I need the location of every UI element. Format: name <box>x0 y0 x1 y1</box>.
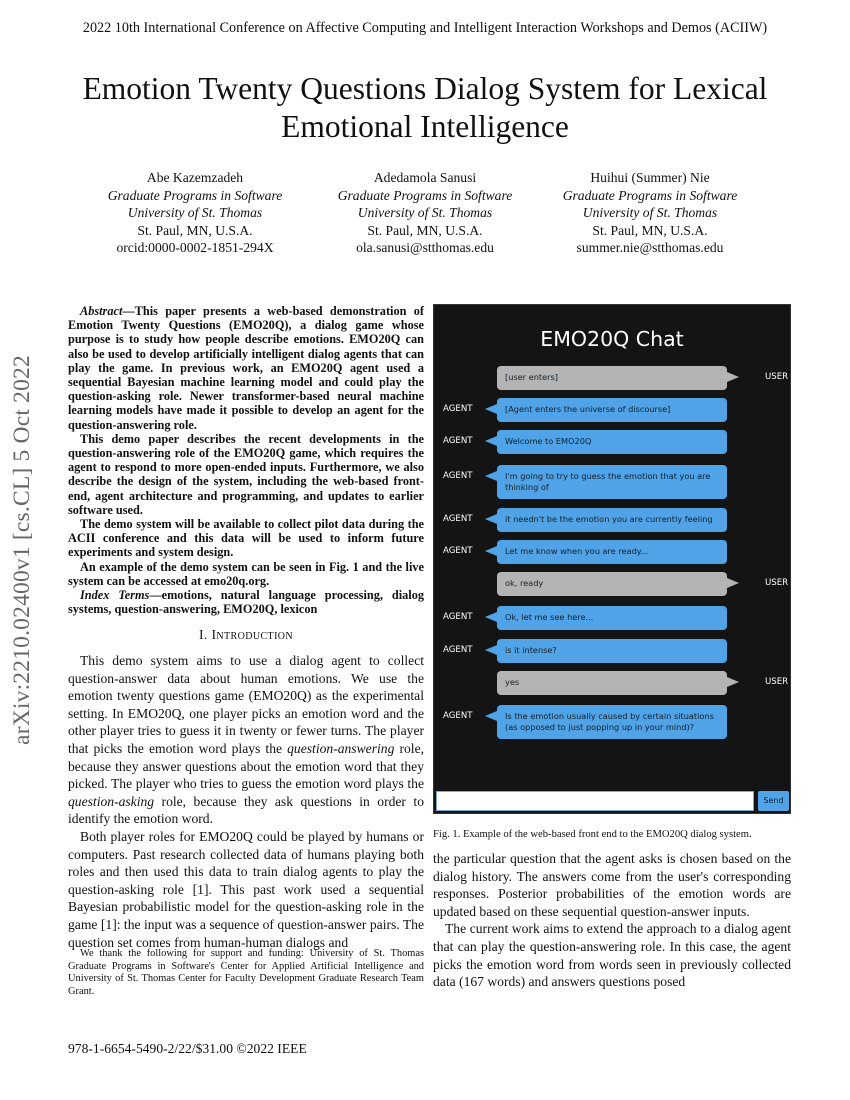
chat-role-label: AGENT <box>443 546 473 556</box>
author-dept: Graduate Programs in Software <box>337 187 513 203</box>
chat-role-label: USER <box>765 677 789 687</box>
chat-role-label: AGENT <box>443 645 473 655</box>
author-dept: Graduate Programs in Software <box>107 187 283 203</box>
send-button[interactable]: Send <box>758 791 789 811</box>
chat-role-label: AGENT <box>443 436 473 446</box>
chat-bubble-tail <box>485 711 497 721</box>
chat-message-user: ok, ready <box>497 572 727 596</box>
abstract-p3: The demo system will be available to collect pilot data during the ACII conference and this data will be used to inform future experiments and system design. <box>68 517 424 560</box>
chat-message-user: yes <box>497 671 727 695</box>
chat-message-agent: Let me know when you are ready... <box>497 540 727 564</box>
arxiv-stamp: arXiv:2210.02400v1 [cs.CL] 5 Oct 2022 <box>9 355 35 745</box>
author-contact: orcid:0000-0002-1851-294X <box>116 240 274 256</box>
author-org: University of St. Thomas <box>127 205 263 221</box>
footnote: We thank the following for support and funding: University of St. Thomas Graduate Programs in Software's Center for Applied Artificial Intelligence and University of St. Thomas Center for Faculty Development Graduate Research Team Grant. <box>68 948 424 997</box>
intro-p2: Both player roles for EMO20Q could be played by humans or computers. Past research collected data of humans playing both roles and then used this data to train dialog agents to play the question-asking role [1]. This past work used a sequential Bayesian probabilistic model for the question-asking role in the game [1]: the input was a sequence of question-answer pairs. The question set comes from human-human dialogs and <box>68 828 424 950</box>
index-terms-label: Index Terms <box>80 588 150 603</box>
chat-role-label: USER <box>765 372 789 382</box>
chat-figure <box>433 304 791 814</box>
chat-role-label: AGENT <box>443 471 473 481</box>
chat-input[interactable] <box>436 791 754 811</box>
chat-role-label: AGENT <box>443 711 473 721</box>
chat-message-agent: I'm going to try to guess the emotion that you are thinking of <box>497 465 727 499</box>
chat-role-label: AGENT <box>443 404 473 414</box>
chat-message-agent: it needn't be the emotion you are currently feeling <box>497 508 727 532</box>
abstract-label: Abstract <box>80 304 123 318</box>
chat-bubble-tail <box>485 546 497 556</box>
author-contact: summer.nie@stthomas.edu <box>576 240 724 256</box>
chat-message-agent: [Agent enters the universe of discourse] <box>497 398 727 422</box>
chat-bubble-tail <box>485 645 497 655</box>
isbn-copyright: 978-1-6654-5490-2/22/$31.00 ©2022 IEEE <box>68 1041 307 1056</box>
author-name: Abe Kazemzadeh <box>146 170 244 185</box>
index-terms: —emotions, natural language processing, dialog systems, question-answering, EMO20Q, lexicon <box>68 588 424 617</box>
chat-title: EMO20Q Chat <box>540 327 684 351</box>
abstract-p2: This demo paper describes the recent developments in the question-answering role of the EMO20Q game, which requires the agent to respond to more open-ended inputs. Furthermore, we also describe the design of the system, including the web-based front-end, agent architecture and programming, and updates to earlier software used. <box>68 431 424 517</box>
author-org: University of St. Thomas <box>357 205 493 221</box>
chat-bubble-tail <box>485 404 497 414</box>
intro-p1: This demo system aims to use a dialog agent to collect question-answer data about human emotions. We use the emotion twenty questions game (EMO20Q) as the experimental setting. In EMO20Q, one player picks an emotion word and the other player tries to guess it in twenty or fewer turns. The player that picks the emotion word plays the question-answering role, because they answer questions about the emotion word that they picked. The player who tries to guess the emotion word plays the question-asking role, because they ask questions in order to identify the emotion word. <box>68 653 424 827</box>
author-block <box>310 169 540 257</box>
author-dept: Graduate Programs in Software <box>562 187 738 203</box>
chat-role-label: USER <box>765 578 789 588</box>
chat-message-agent: is it intense? <box>497 639 727 663</box>
chat-bubble-tail <box>727 578 739 588</box>
chat-message-agent: Is the emotion usually caused by certain situations (as opposed to just popping up in your mind)? <box>497 705 727 739</box>
section-heading <box>68 627 424 643</box>
author-name: Adedamola Sanusi <box>373 170 477 185</box>
author-org: University of St. Thomas <box>582 205 718 221</box>
chat-bubble-tail <box>727 677 739 687</box>
chat-bubble-tail <box>485 612 497 622</box>
introduction-text <box>68 652 424 951</box>
author-city: St. Paul, MN, U.S.A. <box>592 222 708 238</box>
chat-role-label: AGENT <box>443 514 473 524</box>
figure-caption: Fig. 1. Example of the web-based front end to the EMO20Q dialog system. <box>433 829 752 840</box>
author-block <box>535 169 765 257</box>
author-contact: ola.sanusi@stthomas.edu <box>356 240 494 256</box>
author-block <box>80 169 310 257</box>
chat-message-agent: Welcome to EMO20Q <box>497 430 727 454</box>
author-city: St. Paul, MN, U.S.A. <box>137 222 253 238</box>
conference-header: 2022 10th International Conference on Affective Computing and Intelligent Interaction Workshops and Demos (ACIIW) <box>82 20 768 36</box>
abstract <box>68 304 424 616</box>
author-city: St. Paul, MN, U.S.A. <box>367 222 483 238</box>
right-p2: The current work aims to extend the approach to a dialog agent that can play the question-answering role. In this case, the agent picks the emotion word from words seen in previously collected data (167 words) and answers questions posed <box>433 921 791 990</box>
right-column-text <box>433 850 791 991</box>
section-number: I. <box>198 627 208 642</box>
chat-role-label: AGENT <box>443 612 473 622</box>
chat-bubble-tail <box>485 436 497 446</box>
author-name: Huihui (Summer) Nie <box>590 170 710 185</box>
chat-bubble-tail <box>485 471 497 481</box>
abstract-p1: —This paper presents a web-based demonstration of Emotion Twenty Questions (EMO20Q), a dialog game whose purpose is to study how people describe emotions. EMO20Q can also be used to develop artificially intelligent dialog agents that can play the game. In previous work, an EMO20Q agent used a sequential Bayesian machine learning model and could play the question-asking role. Newer transformer-based neural machine learning models have made it possible to develop an agent for the question-answering role. <box>68 304 424 432</box>
paper-title: Emotion Twenty Questions Dialog System for Lexical Emotional Intelligence <box>82 71 768 144</box>
chat-bubble-tail <box>485 514 497 524</box>
chat-message-user: [user enters] <box>497 366 727 390</box>
chat-message-agent: Ok, let me see here... <box>497 606 727 630</box>
section-title: Introduction <box>211 627 294 642</box>
chat-bubble-tail <box>727 372 739 382</box>
abstract-p4: An example of the demo system can be seen in Fig. 1 and the live system can be accessed at emo20q.org. <box>68 559 424 588</box>
right-p1: the particular question that the agent asks is chosen based on the dialog history. The answers come from the user's corresponding responses. Posterior probabilities of the emotion words are updated based on these sequential question-answer inputs. <box>433 851 791 919</box>
